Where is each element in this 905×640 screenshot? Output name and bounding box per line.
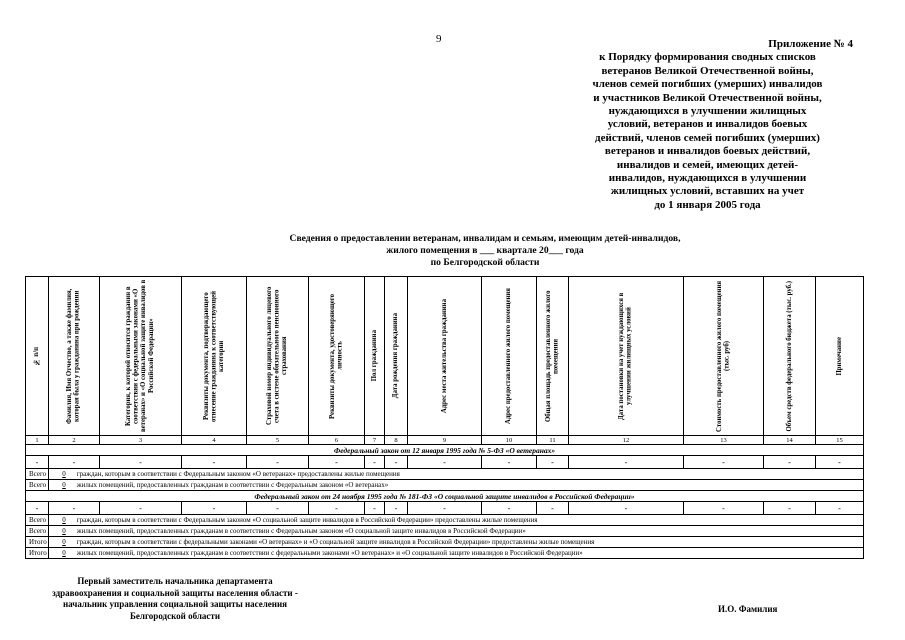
- header-cell: [684, 277, 764, 436]
- empty-cell: -: [537, 502, 569, 515]
- appendix-line: ветеранов Великой Отечественной войны,: [601, 64, 814, 77]
- column-number: 2: [49, 436, 100, 445]
- empty-cell: -: [764, 502, 816, 515]
- total-label: Всего: [26, 480, 49, 491]
- header-cell: [482, 277, 537, 436]
- total-text: граждан, которым в соответствии с Федеральным законом «О ветеранах» предоставлены жилые помещения: [76, 470, 400, 478]
- signer-line: Первый заместитель начальника департамента: [77, 576, 273, 586]
- header-text: Реквизиты документа, удостоверяющего личность: [328, 293, 344, 419]
- header-cell: [365, 277, 385, 436]
- empty-cell: -: [684, 456, 764, 469]
- header-cell: [816, 277, 864, 436]
- total-value: 0: [62, 516, 66, 524]
- total-row: [26, 515, 864, 526]
- page-number: 9: [436, 33, 442, 45]
- section-title-row: [26, 491, 864, 502]
- appendix-line: условий, ветеранов и инвалидов боевых: [607, 118, 808, 131]
- column-number-row: [26, 436, 864, 445]
- header-text: Общая площадь предоставленного жилого помещения: [544, 290, 560, 422]
- total-label: Всего: [26, 515, 49, 526]
- column-number: 1: [26, 436, 49, 445]
- header-text: Стоимость предоставленного жилого помещения (тыс. руб): [715, 280, 731, 432]
- title-line: по Белгородской области: [430, 257, 540, 268]
- appendix-line: членов семей погибших (умерших) инвалидов: [592, 78, 823, 91]
- empty-cell: -: [365, 456, 385, 469]
- header-cell: [247, 277, 309, 436]
- total-value: 0: [62, 549, 66, 557]
- header-cell: [182, 277, 247, 436]
- column-number: 5: [247, 436, 309, 445]
- total-text: жилых помещений, предоставленных гражданам в соответствии с федеральными законами «О ветеранах» и «О социальной защите инвалидов в Российской Федерации»: [76, 549, 583, 557]
- header-text: Адрес предоставленного жилого помещения: [505, 287, 513, 425]
- total-row: [26, 526, 864, 537]
- column-number: 10: [482, 436, 537, 445]
- header-cell: [309, 277, 365, 436]
- total-text-cell: [49, 515, 864, 526]
- section-title: Федеральный закон от 24 ноября 1995 года № 181-ФЗ «О социальной защите инвалидов в Российской Федерации»: [26, 491, 864, 502]
- empty-cell: -: [309, 456, 365, 469]
- header-text: Фамилия, Имя Отчество, а также фамилия, которая была у гражданина при рождении: [66, 288, 81, 424]
- appendix-line: инвалидов и семей, имеющих детей-: [616, 158, 799, 171]
- total-value: 0: [62, 481, 66, 489]
- empty-cell: -: [385, 456, 408, 469]
- signer-line: Белгородской области: [129, 610, 221, 621]
- empty-cell: -: [816, 502, 864, 515]
- total-text: жилых помещений, предоставленных гражданам в соответствии с Федеральным законом «О социальной защите инвалидов в Российской Федерации»: [76, 527, 526, 535]
- header-text: Страховой номер индивидуального лицевого счета в системе обязательного пенсионного страхования: [266, 286, 289, 426]
- appendix-line: и участников Великой Отечественной войны,: [593, 91, 822, 104]
- empty-cell: -: [49, 502, 100, 515]
- appendix-line: ветеранов и инвалидов боевых действий,: [604, 145, 811, 158]
- signer-name: И.О. Фамилия: [718, 604, 778, 614]
- column-number: 7: [365, 436, 385, 445]
- total-label: Итого: [26, 548, 49, 559]
- total-text: граждан, которым в соответствии с федеральными законами «О ветеранах» и «О социальной защите инвалидов в Российской Федерации» предоставлены жилые помещения: [76, 538, 595, 546]
- signer-line: начальник управления социальной защиты населения: [62, 599, 288, 609]
- total-label: Итого: [26, 537, 49, 548]
- appendix-block: [560, 38, 855, 212]
- title-line: Сведения о предоставлении ветеранам, инвалидам и семьям, имеющим детей-инвалидов,: [289, 233, 681, 244]
- header-text: Дата постановки на учет нуждающихся в улучшении жилищных условий: [618, 292, 633, 420]
- total-row: [26, 469, 864, 480]
- header-text: Пол гражданина: [370, 330, 378, 382]
- appendix-line: инвалидов, нуждающихся в улучшении: [608, 172, 807, 185]
- empty-cell: -: [684, 502, 764, 515]
- total-text: жилых помещений, предоставленных гражданам в соответствии с Федеральным законом «О ветеранах»: [76, 481, 389, 489]
- total-text-cell: [49, 469, 864, 480]
- empty-cell: -: [408, 456, 482, 469]
- header-text: Адрес места жительства гражданина: [440, 298, 448, 414]
- empty-cell: -: [569, 456, 684, 469]
- register-table: [25, 276, 864, 559]
- appendix-line: до 1 января 2005 года: [654, 198, 761, 211]
- column-number: 8: [385, 436, 408, 445]
- empty-cell: -: [247, 456, 309, 469]
- column-number: 14: [764, 436, 816, 445]
- document-title: [220, 233, 750, 269]
- header-cell: [537, 277, 569, 436]
- header-cell: [569, 277, 684, 436]
- empty-cell: -: [100, 456, 182, 469]
- column-number: 15: [816, 436, 864, 445]
- appendix-line: нуждающихся в улучшении жилищных: [608, 105, 807, 118]
- total-value: 0: [62, 538, 66, 546]
- appendix-heading: Приложение № 4: [768, 38, 853, 50]
- empty-cell: -: [537, 456, 569, 469]
- empty-cell: -: [26, 456, 49, 469]
- header-text: Категория, к которой относится гражданин в соответствии с федеральными законами «О ветеранах» и «О социальной защите инвалидов в Российской Федерации»: [125, 279, 156, 433]
- grand-total-row: [26, 548, 864, 559]
- section-title: Федеральный закон от 12 января 1995 года № 5-ФЗ «О ветеранах»: [26, 445, 864, 456]
- header-text: № п/п: [33, 346, 41, 366]
- header-text: Дата рождения гражданина: [392, 313, 400, 399]
- column-number: 6: [309, 436, 365, 445]
- total-text-cell: [49, 537, 864, 548]
- column-number: 3: [100, 436, 182, 445]
- empty-cell: -: [482, 456, 537, 469]
- empty-cell: -: [482, 502, 537, 515]
- header-cell: [100, 277, 182, 436]
- total-text-cell: [49, 548, 864, 559]
- total-label: Всего: [26, 526, 49, 537]
- header-cell: [385, 277, 408, 436]
- header-cell: [49, 277, 100, 436]
- header-cell: [408, 277, 482, 436]
- total-value: 0: [62, 527, 66, 535]
- total-text-cell: [49, 526, 864, 537]
- appendix-line: к Порядку формирования сводных списков: [599, 51, 816, 64]
- empty-cell: -: [26, 502, 49, 515]
- empty-cell: -: [100, 502, 182, 515]
- column-number: 11: [537, 436, 569, 445]
- header-text: Объем средств федерального бюджета (тыс. руб.): [785, 280, 793, 432]
- header-cell: [764, 277, 816, 436]
- total-value: 0: [62, 470, 66, 478]
- column-number: 13: [684, 436, 764, 445]
- total-text: граждан, которым в соответствии с Федеральным законом «О социальной защите инвалидов в Российской Федерации» предоставлены жилые помещения: [76, 516, 538, 524]
- title-line: жилого помещения в ___ квартале 20___ года: [386, 245, 584, 256]
- total-row: [26, 480, 864, 491]
- header-row: [26, 277, 864, 436]
- total-text-cell: [49, 480, 864, 491]
- empty-cell: -: [49, 456, 100, 469]
- header-text: Реквизиты документа, подтверждающего отнесение гражданина к соответствующей категории: [202, 290, 225, 422]
- empty-data-row: [26, 502, 864, 515]
- empty-cell: -: [569, 502, 684, 515]
- signer-line: здравоохранения и социальной защиты населения области -: [52, 587, 298, 598]
- appendix-line: жилищных условий, вставших на учет: [610, 185, 805, 198]
- empty-cell: -: [182, 502, 247, 515]
- empty-cell: -: [365, 502, 385, 515]
- total-label: Всего: [26, 469, 49, 480]
- empty-data-row: [26, 456, 864, 469]
- empty-cell: -: [247, 502, 309, 515]
- empty-cell: -: [816, 456, 864, 469]
- column-number: 9: [408, 436, 482, 445]
- appendix-line: действий, членов семей погибших (умерших): [595, 131, 820, 144]
- empty-cell: -: [408, 502, 482, 515]
- header-text: Примечание: [835, 336, 843, 376]
- column-number: 12: [569, 436, 684, 445]
- empty-cell: -: [309, 502, 365, 515]
- empty-cell: -: [764, 456, 816, 469]
- grand-total-row: [26, 537, 864, 548]
- section-title-row: [26, 445, 864, 456]
- column-number: 4: [182, 436, 247, 445]
- header-cell: [26, 277, 49, 436]
- empty-cell: -: [385, 502, 408, 515]
- signer-position: [25, 576, 325, 622]
- empty-cell: -: [182, 456, 247, 469]
